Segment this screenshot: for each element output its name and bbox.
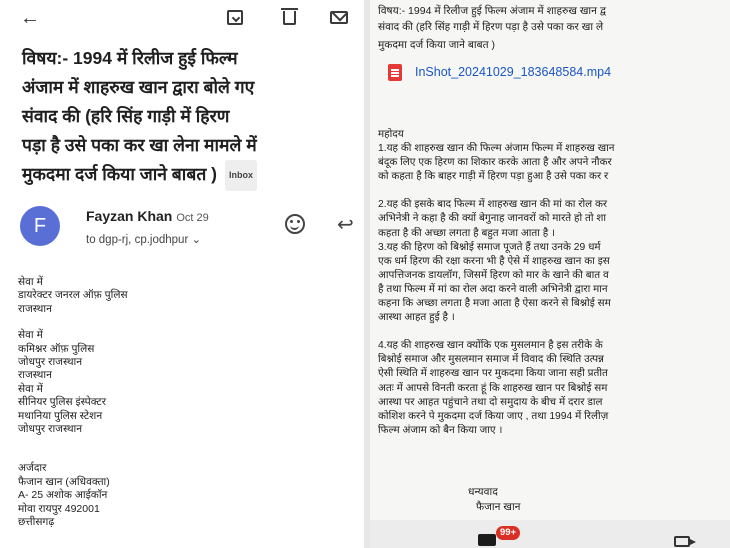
subject-line: मुकदमा दर्ज किया जाने बाबत ) — [378, 39, 495, 51]
body-line: सेवा में — [18, 276, 43, 288]
signoff-line: धन्यवाद — [468, 486, 498, 498]
subject-line: संवाद की (हरि सिंह गाड़ी में हिरण पड़ा है उसे पका कर खा ले — [378, 21, 604, 33]
body-line: A- 25 अशोक आईकॉन — [18, 489, 108, 502]
body-line: एक धर्म हिरण की रक्षा करना भी है ऐसे में शाहरुख खान का इस — [378, 255, 610, 267]
body-line: 4.यह की शाहरुख खान क्योंकि एक मुसलमान है इस तरीके के — [378, 340, 603, 352]
body-line: 3.यह की हिरण को बिश्नोई समाज पूजते हैं तथा उनके 29 धर्म — [378, 241, 601, 253]
right-email-view — [370, 0, 730, 548]
body-line: फैजान खान (अधिवक्ता) — [18, 475, 110, 488]
body-line: 1.यह की शाहरुख खान की फिल्म अंजाम फिल्म में शाहरुख खान — [378, 143, 615, 155]
body-spacer — [18, 316, 348, 329]
body-line: अर्जदार — [18, 462, 47, 475]
body-line: फिल्म अंजाम को बैन किया जाए । — [378, 424, 503, 436]
body-line: को कहता है कि बाहर गाड़ी में हिरण पड़ा हुआ है उसे पका कर र — [378, 171, 609, 183]
sender-row — [86, 208, 209, 224]
body-line: जोधपुर राजस्थान — [18, 356, 83, 369]
body-line: आस्था पर आहत पहुंचाने तथा दो समुदाय के बीच में दरार डाल — [378, 396, 603, 408]
body-line: मथानिया पुलिस स्टेशन — [18, 409, 103, 422]
body-line: कोशिश करने पे मुकदमा दर्ज किया जाए , तथा 1994 में रिलीज़ — [378, 410, 609, 422]
body-line: डायरेक्टर जनरल ऑफ़ पुलिस — [18, 289, 128, 302]
subject-line: अंजाम में शाहरुख खान द्वारा बोले गए — [22, 77, 255, 97]
signoff — [468, 485, 521, 515]
arrow-back-icon[interactable]: ← — [20, 7, 40, 29]
body-spacer — [18, 449, 348, 462]
body-line: अभिनेत्री ने कहा है की क्यों बेगुनाह जानवरों को मारते हो तो शा — [378, 213, 607, 225]
mail-icon[interactable] — [330, 11, 348, 24]
inbox-label-badge[interactable]: Inbox — [225, 160, 257, 191]
subject-line: पड़ा है उसे पका कर खा लेना मामले में — [22, 135, 257, 155]
body-line: 2.यह की इसके बाद फिल्म में शाहरुख खान की मां का रोल कर — [378, 199, 608, 211]
email-body — [18, 276, 348, 530]
left-email-view — [0, 0, 364, 548]
body-line: कहना कि अच्छा लगता है मजा आता है ऐसा करने से बिश्नोई सम — [378, 298, 611, 310]
email-date: Oct 29 — [176, 212, 209, 224]
body-line: महोदय — [378, 129, 404, 140]
subject-line: संवाद की (हरि सिंह गाड़ी में हिरण — [22, 106, 230, 126]
body-line: सेवा में — [18, 329, 43, 342]
body-spacer — [378, 325, 730, 339]
body-line: आपत्तिजनक डायलॉग, जिसमें हिरण को मार के खाने की बात व — [378, 269, 609, 281]
subject-line: विषय:- 1994 में रिलीज हुई फिल्म अंजाम में शाहरुख खान द्व — [378, 5, 606, 17]
trash-icon[interactable] — [283, 11, 296, 25]
body-spacer — [18, 436, 348, 449]
subject-line: विषय:- 1994 में रिलीज हुई फिल्म — [22, 48, 238, 68]
reply-icon[interactable]: ↩ — [337, 214, 354, 236]
subject-line — [22, 160, 360, 191]
body-spacer — [378, 184, 730, 198]
body-line: कहता है की अच्छा लगता है बहुत मजा आता है । — [378, 227, 555, 239]
body-line: अतः में आपसे विनती करता हूं कि शाहरुख खान पर बिश्नोई सम — [378, 382, 608, 394]
body-line: राजस्थान — [18, 302, 52, 315]
mail-nav-icon[interactable] — [478, 534, 496, 546]
body-line: है तथा फिल्म में मां का रोल अदा करने वाली अभिनेत्री द्वारा मान — [378, 283, 608, 295]
email-toolbar — [0, 6, 364, 32]
body-line: राजस्थान — [18, 369, 52, 382]
body-line: कमिश्नर ऑफ़ पुलिस — [18, 342, 95, 355]
body-line: बंदूक लिए एक हिरण का शिकार करके आता है और अपने नौकर — [378, 157, 612, 169]
recipients-dropdown[interactable]: to dgp-rj, cp.jodhpur ⌄ — [86, 234, 202, 246]
body-line: जोधपुर राजस्थान — [18, 423, 83, 436]
body-line: बिश्नोई समाज और मुसलमान समाज में विवाद की स्थिति उत्पन्न — [378, 354, 604, 366]
attachment-name[interactable]: InShot_20241029_183648584.mp4 — [415, 65, 612, 79]
video-file-icon — [388, 64, 402, 81]
body-line: सेवा में — [18, 382, 43, 395]
body-line: सीनियर पुलिस इंस्पेक्टर — [18, 396, 106, 409]
body-line: आस्था आहत हुई है । — [378, 312, 455, 324]
bottom-nav-bar — [370, 520, 730, 548]
unread-count-badge: 99+ — [496, 526, 520, 540]
sender-avatar[interactable]: F — [20, 206, 60, 246]
signoff-line: फैजान खान — [476, 501, 521, 513]
archive-icon[interactable] — [227, 10, 243, 25]
sender-name: Fayzan Khan — [86, 208, 173, 224]
email-body-continued — [378, 128, 730, 438]
body-line: ऐसी स्थिति में शाहरुख खान पर मुकदमा किया जाना सही प्रतीत — [378, 368, 608, 380]
email-subject — [22, 44, 360, 191]
subject-line-text: मुकदमा दर्ज किया जाने बाबत ) — [22, 164, 217, 185]
video-icon[interactable] — [674, 536, 690, 547]
body-line: मोवा रायपुर 492001 — [18, 502, 100, 515]
emoji-reaction-icon[interactable] — [285, 214, 305, 234]
body-line: छत्तीसगढ़ — [18, 516, 55, 529]
